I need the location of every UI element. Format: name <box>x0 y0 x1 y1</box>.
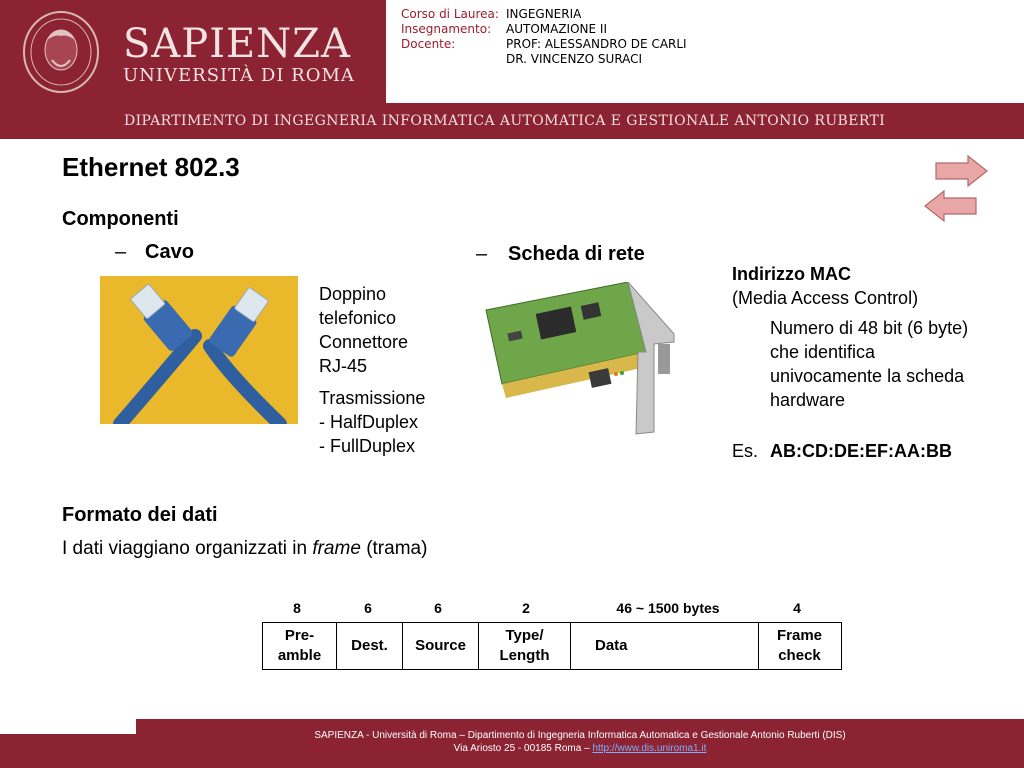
formato-heading: Formato dei dati <box>62 504 218 526</box>
mac-desc-line: Numero di 48 bit (6 byte) <box>770 318 969 338</box>
info-value-docente: PROF: ALESSANDRO DE CARLI <box>506 37 687 51</box>
footer-line-1: SAPIENZA - Università di Roma – Dipartimento di Ingegneria Informatica Automatica e Gestionale Antonio Ruberti (DIS) <box>314 730 846 741</box>
arrow-right-icon[interactable] <box>932 154 990 188</box>
mac-subtitle: (Media Access Control) <box>732 288 919 308</box>
network-card-image <box>478 282 690 436</box>
frame-size-fcs: 4 <box>793 600 801 616</box>
frame-field-type-length <box>479 623 571 669</box>
university-seal-icon <box>22 10 100 94</box>
mac-description <box>770 316 968 412</box>
field-line: Source <box>415 637 466 654</box>
footer-text <box>136 729 1024 755</box>
frame-field-preamble <box>263 623 337 669</box>
formato-text <box>62 537 427 561</box>
university-brand: SAPIENZA <box>123 21 351 67</box>
frame-field-dest <box>337 623 403 669</box>
example-label: Es. <box>732 441 759 461</box>
cavo-dash: – <box>115 241 127 263</box>
frame-field-source <box>403 623 479 669</box>
frame-field-data <box>571 623 759 669</box>
cavo-desc-line: Doppino <box>319 284 387 304</box>
field-line: amble <box>277 647 322 664</box>
componenti-heading: Componenti <box>62 208 179 230</box>
formato-text-before: I dati viaggiano organizzati in <box>62 538 308 559</box>
slide-title: Ethernet 802.3 <box>62 152 240 182</box>
info-label-insegnamento: Insegnamento: <box>401 22 492 36</box>
trasmissione-line: - HalfDuplex <box>319 412 419 432</box>
frame-field-check <box>759 623 840 669</box>
frame-size-type: 2 <box>522 600 530 616</box>
info-value-docente-2: DR. VINCENZO SURACI <box>506 52 643 66</box>
cavo-trasmissione <box>319 386 425 458</box>
info-label-corso: Corso di Laurea: <box>401 7 499 21</box>
frame-size-source: 6 <box>434 600 442 616</box>
footer-address: Via Ariosto 25 - 00185 Roma – <box>453 743 590 754</box>
department-name: DIPARTIMENTO DI INGEGNERIA INFORMATICA AUTOMATICA E GESTIONALE ANTONIO RUBERTI <box>124 113 886 129</box>
scheda-dash: – <box>476 243 488 265</box>
field-line: Frame <box>776 627 823 644</box>
mac-desc-line: hardware <box>770 390 846 410</box>
field-line: Data <box>595 637 628 654</box>
cavo-desc-line: RJ-45 <box>319 356 368 376</box>
field-line: Type/ <box>505 627 544 644</box>
formato-text-italic: frame <box>312 538 361 559</box>
frame-size-dest: 6 <box>364 600 372 616</box>
footer-line-2 <box>136 742 1024 755</box>
frame-size-preamble: 8 <box>293 600 301 616</box>
field-line: Pre- <box>284 627 315 644</box>
trasmissione-line: - FullDuplex <box>319 436 416 456</box>
frame-size-data: 46 ~ 1500 bytes <box>616 600 720 616</box>
mac-title: Indirizzo MAC <box>732 264 851 284</box>
cavo-heading: Cavo <box>145 241 194 263</box>
cavo-desc-line: telefonico <box>319 308 397 328</box>
scheda-heading: Scheda di rete <box>508 243 645 265</box>
frame-table <box>262 622 842 670</box>
footer-left-block <box>0 734 136 768</box>
example-mac-address: AB:CD:DE:EF:AA:BB <box>770 441 952 461</box>
footer-website-link[interactable]: http://www.dis.uniroma1.it <box>592 743 707 754</box>
field-line: check <box>778 647 821 664</box>
cavo-description <box>319 282 408 378</box>
mac-desc-line: univocamente la scheda <box>770 366 965 386</box>
mac-desc-line: che identifica <box>770 342 876 362</box>
cavo-desc-line: Connettore <box>319 332 409 352</box>
ethernet-cable-image <box>100 276 298 424</box>
info-value-corso: INGEGNERIA <box>506 7 582 21</box>
field-line: Dest. <box>351 637 388 654</box>
info-value-insegnamento: AUTOMAZIONE II <box>506 22 607 36</box>
university-subtitle: UNIVERSITÀ DI ROMA <box>123 65 355 86</box>
trasmissione-line: Trasmissione <box>319 388 426 408</box>
field-line: Length <box>499 647 550 664</box>
arrow-left-icon[interactable] <box>922 189 980 223</box>
info-label-docente: Docente: <box>401 37 456 51</box>
formato-text-after: (trama) <box>366 538 428 559</box>
